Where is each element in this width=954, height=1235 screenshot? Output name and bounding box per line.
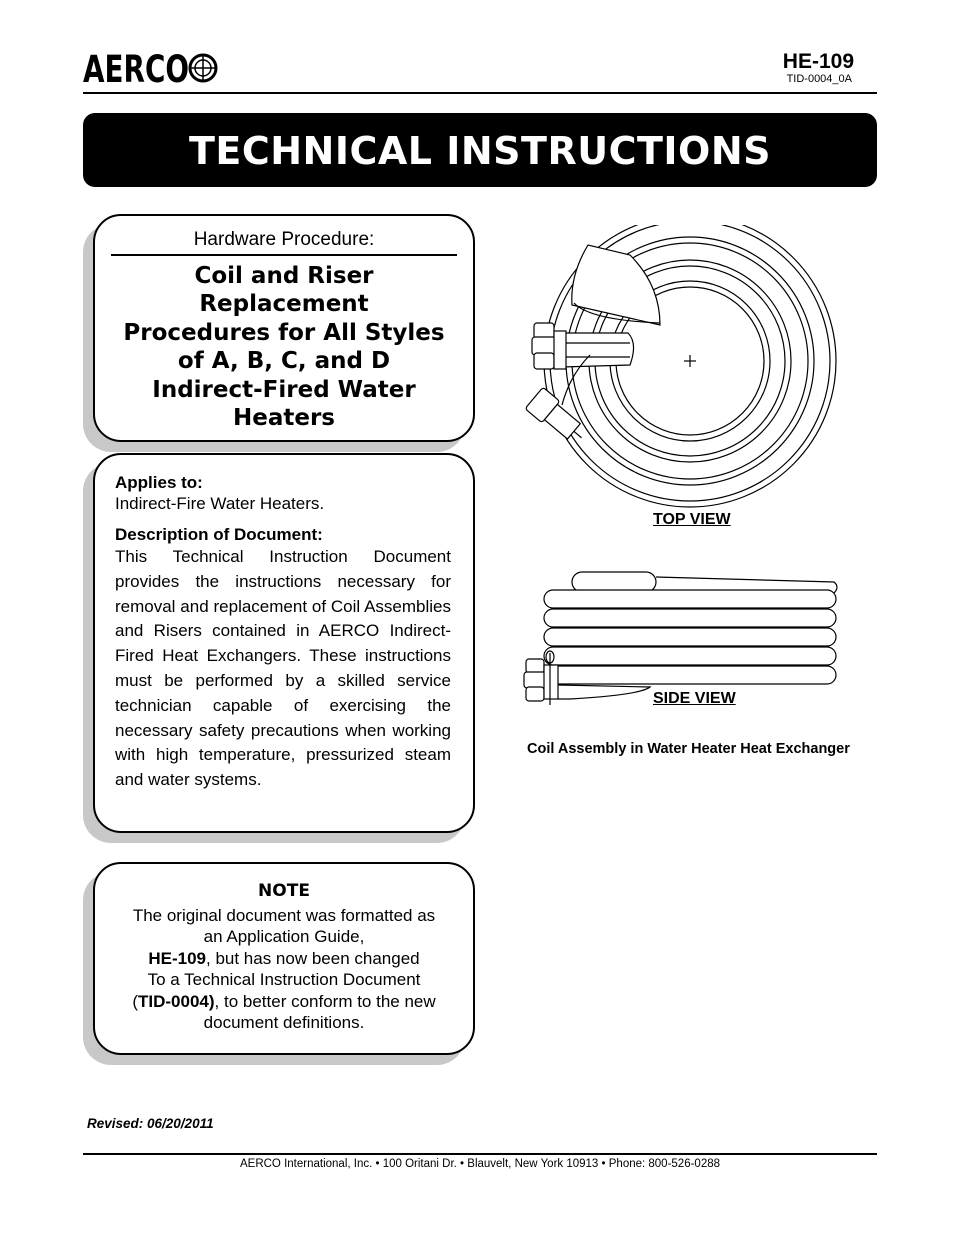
procedure-title-line: Indirect-Fired Water [152, 376, 416, 403]
side-view-drawing [524, 572, 837, 705]
note-card [93, 862, 475, 1055]
procedure-rule [111, 254, 457, 256]
note-tid-ref: TID-0004) [138, 991, 215, 1011]
note-heading: NOTE [258, 881, 310, 901]
header-rule [83, 92, 877, 94]
applies-heading: Applies to: [115, 473, 203, 492]
procedure-title-line: Heaters [233, 405, 335, 432]
applies-card [93, 453, 475, 833]
page-title-banner: TECHNICAL INSTRUCTIONS [83, 113, 877, 187]
procedure-title-line: Procedures for All Styles [123, 319, 445, 346]
procedure-title-line: of A, B, C, and D [177, 348, 391, 375]
description-heading: Description of Document: [115, 525, 323, 544]
note-line [103, 948, 465, 970]
revised-date: Revised: 06/20/2011 [87, 1116, 214, 1131]
note-line [103, 991, 465, 1013]
description-text: This Technical Instruction Document provides the instructions necessary for removal and replacement of Coil Assemblies and Risers contained in AERCO Indirect-Fired Heat Exchangers. These instructions must be performed by a skilled service technician capable of exercising the necessary safety precautions when working with high temperature, pressurized steam and water systems. [115, 547, 451, 790]
logo-text: AERCO [83, 48, 189, 88]
note-content [103, 881, 465, 1034]
footer-address: AERCO International, Inc. • 100 Oritani Dr. • Blauvelt, New York 10913 • Phone: 800-526-0288 [239, 1158, 721, 1170]
note-doc-ref: HE-109 [148, 948, 206, 968]
note-line: document definitions. [203, 1013, 365, 1032]
document-number: HE-109 [782, 50, 854, 73]
footer-rule [83, 1153, 877, 1155]
top-view-caption: TOP VIEW [653, 511, 731, 528]
note-line: an Application Guide, [203, 927, 365, 946]
note-line: The original document was formatted as [132, 905, 436, 925]
aerco-logo [83, 48, 219, 88]
note-text: , but has now been changed [206, 948, 420, 968]
procedure-card [93, 214, 475, 442]
applies-content [115, 472, 451, 793]
procedure-title-line: Replacement [199, 291, 369, 318]
side-view-caption: SIDE VIEW [653, 690, 736, 707]
spacer [115, 514, 451, 524]
top-view-drawing [525, 225, 836, 507]
note-text: , to better conform to the new [214, 991, 436, 1011]
procedure-title [105, 262, 463, 432]
procedure-label: Hardware Procedure: [193, 229, 375, 250]
note-text: ( [132, 991, 138, 1011]
applies-text: Indirect-Fire Water Heaters. [115, 494, 325, 513]
figure-title: Coil Assembly in Water Heater Heat Exchanger [527, 741, 850, 757]
procedure-title-line: Coil and Riser [194, 263, 374, 289]
coil-assembly-figure [510, 225, 870, 745]
note-line: To a Technical Instruction Document [147, 970, 421, 989]
document-revision: TID-0004_0A [786, 73, 852, 85]
